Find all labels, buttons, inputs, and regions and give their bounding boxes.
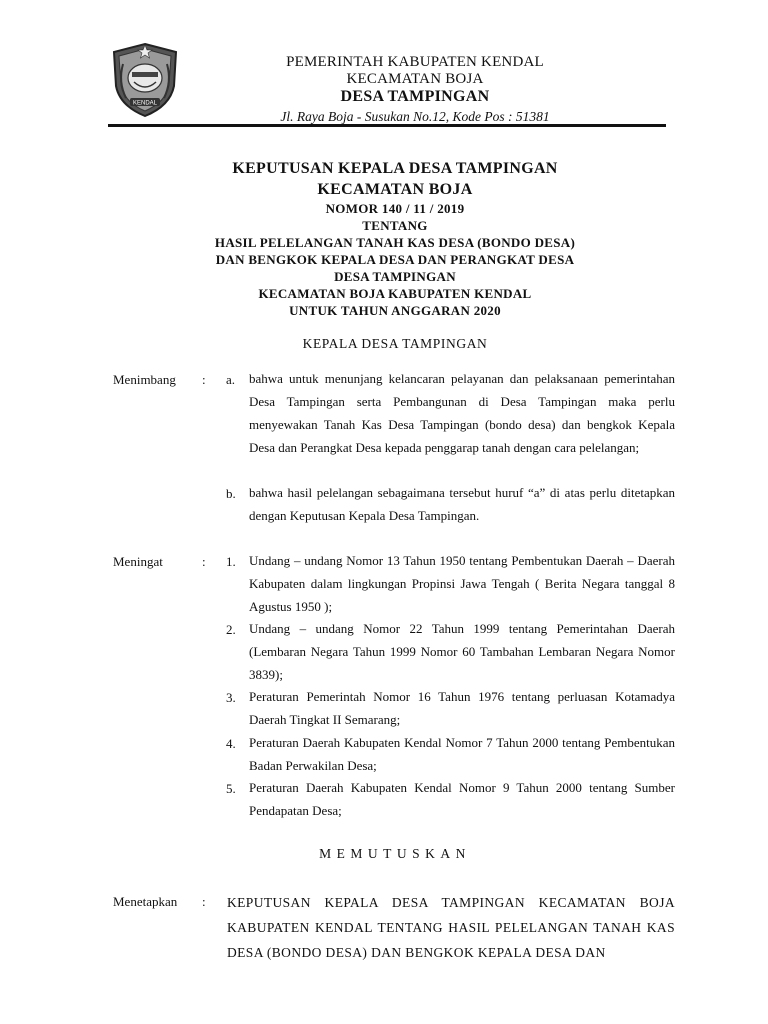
mengingat-item-1: Undang – undang Nomor 13 Tahun 1950 tentang Pembentukan Daerah – Daerah Kabupaten dalam lingkungan Propinsi Jawa Tengah ( Berita Negara tanggal 8 Agustus 1950 ); (249, 553, 675, 614)
menimbang-item-b: bahwa hasil pelelangan sebagaimana tersebut huruf “a” di atas perlu ditetapkan dengan Keputusan Kepala Desa Tampingan. (249, 485, 675, 523)
decree-title (110, 158, 680, 319)
title-line-2: KECAMATAN BOJA (317, 181, 473, 198)
mengingat-item-5: Peraturan Daerah Kabupaten Kendal Nomor 9 Tahun 2000 tentang Sumber Pendapatan Desa; (249, 780, 675, 818)
kendal-emblem-logo (110, 42, 180, 118)
menetapkan-label: Menetapkan (113, 894, 178, 909)
menimbang-marker-b: b. (226, 486, 236, 501)
mengingat-colon: : (202, 554, 206, 569)
official-heading: KEPALA DESA TAMPINGAN (302, 336, 488, 351)
mengingat-item-4: Peraturan Daerah Kabupaten Kendal Nomor 7 Tahun 2000 tentang Pembentukan Badan Perwakilan Desa; (249, 735, 675, 773)
letterhead-village: DESA TAMPINGAN (340, 88, 490, 105)
decree-number: NOMOR 140 / 11 / 2019 (325, 201, 465, 216)
letterhead (200, 54, 630, 126)
decree-subject-line: UNTUK TAHUN ANGGARAN 2020 (289, 303, 501, 318)
mengingat-item-2: Undang – undang Nomor 22 Tahun 1999 tentang Pemerintahan Daerah (Lembaran Negara Tahun 1999 Nomor 60 Tambahan Lembaran Negara Nomor 3839); (249, 621, 675, 682)
letterhead-government: PEMERINTAH KABUPATEN KENDAL (286, 54, 544, 70)
decree-subject-line: KECAMATAN BOJA KABUPATEN KENDAL (258, 286, 532, 301)
memutuskan-heading: MEMUTUSKAN (319, 846, 471, 861)
decree-about: TENTANG (362, 218, 428, 233)
decree-subject-line: HASIL PELELANGAN TANAH KAS DESA (BONDO DESA) (214, 235, 576, 250)
menetapkan-colon: : (202, 894, 206, 909)
menimbang-label: Menimbang (113, 372, 176, 387)
mengingat-marker-1: 1. (226, 554, 236, 569)
mengingat-marker-2: 2. (226, 622, 236, 637)
letterhead-district: KECAMATAN BOJA (346, 71, 484, 87)
logo-text: KENDAL (132, 100, 158, 107)
mengingat-marker-3: 3. (226, 690, 236, 705)
decree-subject-line: DESA TAMPINGAN (334, 269, 456, 284)
decree-subject-line: DAN BENGKOK KEPALA DESA DAN PERANGKAT DESA (215, 252, 575, 267)
mengingat-marker-5: 5. (226, 781, 236, 796)
title-line-1: KEPUTUSAN KEPALA DESA TAMPINGAN (232, 160, 558, 177)
mengingat-label: Meningat (113, 554, 163, 569)
mengingat-marker-4: 4. (226, 736, 236, 751)
letterhead-divider (108, 124, 666, 127)
letterhead-address: Jl. Raya Boja - Susukan No.12, Kode Pos : 51381 (280, 109, 550, 124)
menetapkan-text: KEPUTUSAN KEPALA DESA TAMPINGAN KECAMATAN BOJA KABUPATEN KENDAL TENTANG HASIL PELELANGAN TANAH KAS DESA (BONDO DESA) DAN BENGKOK KEPALA DESA DAN (227, 895, 675, 960)
menimbang-marker-a: a. (226, 372, 236, 387)
menimbang-colon: : (202, 372, 206, 387)
menimbang-item-a: bahwa untuk menunjang kelancaran pelayanan dan pelaksanaan pemerintahan Desa Tampingan serta Pembangunan di Desa Tampingan maka perlu menyewakan Tanah Kas Desa Tampingan (bondo desa) dan bengkok Kepala Desa dan Perangkat Desa kepada penggarap tanah dengan cara pelelangan; (249, 371, 675, 455)
mengingat-item-3: Peraturan Pemerintah Nomor 16 Tahun 1976 tentang perluasan Kotamadya Daerah Tingkat II Semarang; (249, 689, 675, 727)
